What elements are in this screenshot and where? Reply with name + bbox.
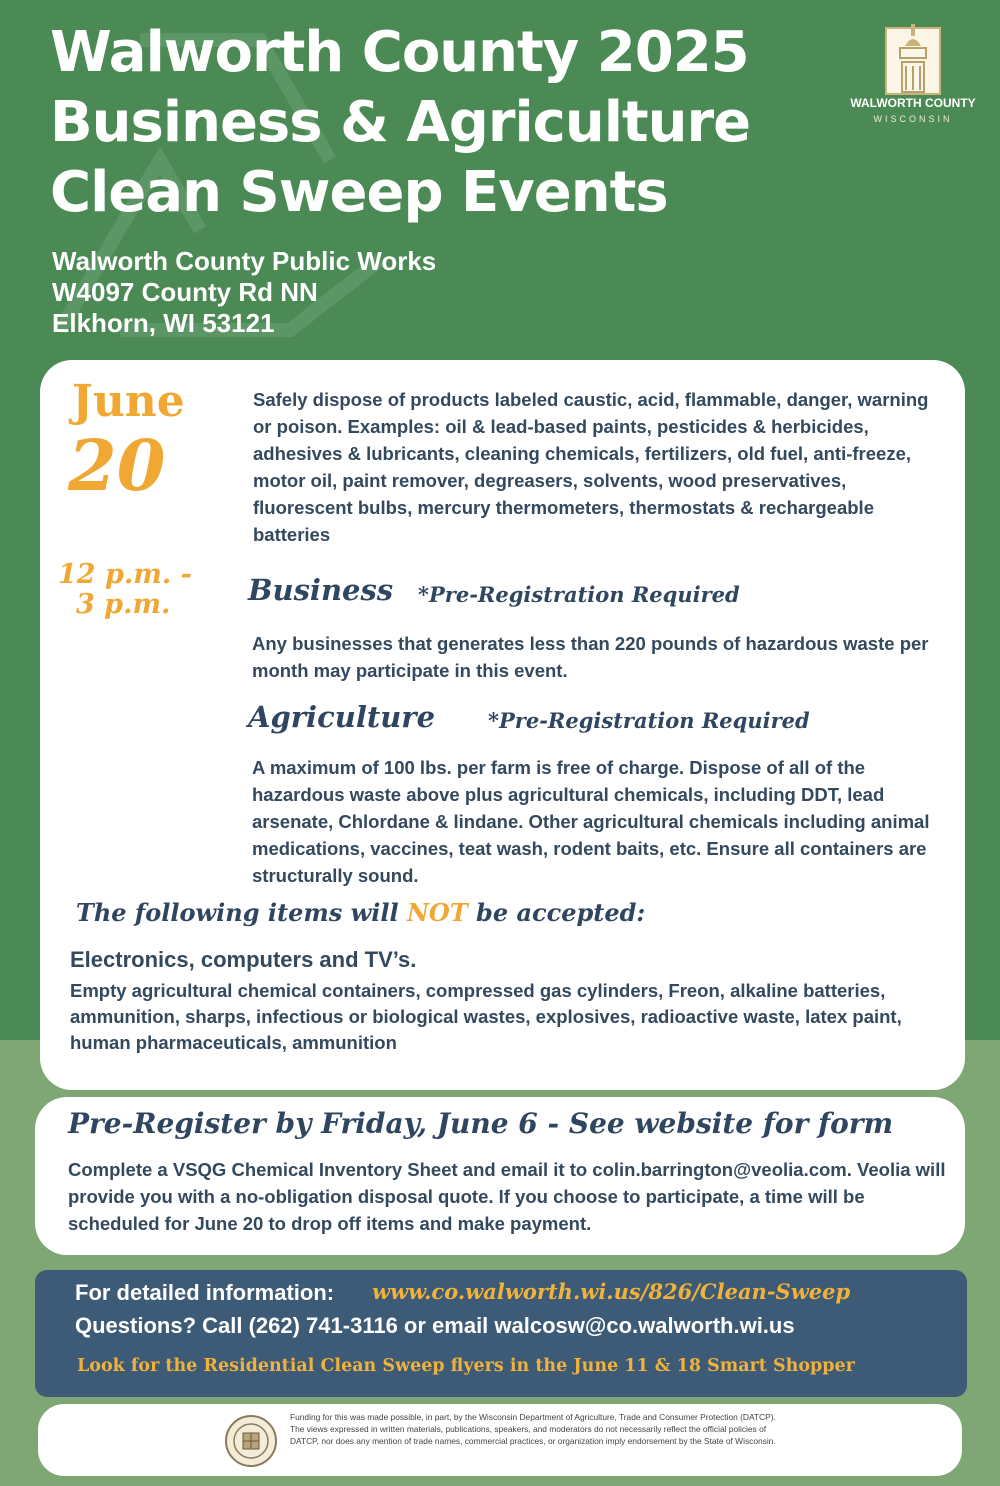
- info-contact: Questions? Call (262) 741-3116 or email walcosw@co.walworth.wi.us: [75, 1313, 795, 1338]
- info-smart-shopper-note: Look for the Residential Clean Sweep flyers in the June 11 & 18 Smart Shopper: [77, 1356, 855, 1376]
- business-preregistration-note: *Pre-Registration Required: [418, 582, 740, 607]
- walworth-county-logo: [838, 10, 988, 130]
- address-line-2: W4097 County Rd NN: [52, 277, 318, 307]
- address-block: [52, 246, 436, 339]
- event-time-start: 12 p.m. -: [58, 559, 192, 590]
- not-accepted-heading: [76, 898, 645, 927]
- info-website-link[interactable]: www.co.walworth.wi.us/826/Clean-Sweep: [372, 1279, 851, 1304]
- page-title: [50, 18, 850, 228]
- wisconsin-datcp-seal-icon: [224, 1414, 278, 1468]
- not-accepted-highlight: NOT: [406, 898, 468, 927]
- preregister-heading: Pre-Register by Friday, June 6 - See website for form: [68, 1107, 894, 1140]
- logo-state-name: WISCONSIN: [873, 114, 953, 124]
- title-line-3: Clean Sweep Events: [50, 160, 668, 225]
- funding-disclaimer: Funding for this was made possible, in part, by the Wisconsin Department of Agriculture, Trade and Consumer Protection (DATCP). The views expressed in written materials, publications, speakers, and moderators do not necessarily reflect the official policies of DATCP, nor does any mention of trade names, commercial practices, or organization imply endorsement by the State of Wisconsin.: [290, 1412, 776, 1446]
- info-label: For detailed information:: [75, 1280, 335, 1305]
- title-line-1: Walworth County 2025: [50, 20, 749, 85]
- business-description: Any businesses that generates less than 220 pounds of hazardous waste per month may participate in this event.: [252, 633, 929, 681]
- title-line-2: Business & Agriculture: [50, 90, 751, 155]
- not-accepted-heading-start: The following items will: [76, 898, 407, 927]
- not-accepted-electronics: Electronics, computers and TV’s.: [70, 947, 417, 972]
- agriculture-preregistration-note: *Pre-Registration Required: [488, 708, 810, 733]
- agriculture-heading: Agriculture: [248, 700, 436, 734]
- event-day: 20: [68, 424, 166, 507]
- business-heading: Business: [248, 573, 394, 607]
- address-line-1: Walworth County Public Works: [52, 246, 437, 276]
- event-intro: Safely dispose of products labeled caustic, acid, flammable, danger, warning or poison. Examples: oil & lead-based paints, pesticides & herbicides, adhesives & lubricants, cleaning chemicals, fertilizers, old fuel, anti-freeze, motor oil, paint remover, degreasers, solvents, wood preservatives, fluorescent bulbs, mercury thermometers, thermostats & rechargeable batteries: [253, 389, 929, 545]
- courthouse-icon: [838, 10, 988, 96]
- agriculture-description: A maximum of 100 lbs. per farm is free of charge. Dispose of all of the hazardous waste above plus agricultural chemicals, including DDT, lead arsenate, Chlordane & lindane. Other agricultural chemicals including animal medications, vaccines, teat wash, rodent baits, etc. Ensure all containers are structurally sound.: [252, 757, 930, 886]
- event-time: [58, 560, 228, 620]
- event-month: June: [72, 376, 185, 427]
- logo-county-name: WALWORTH COUNTY: [850, 96, 976, 110]
- event-time-end: 3 p.m.: [76, 589, 171, 620]
- preregister-description: Complete a VSQG Chemical Inventory Sheet and email it to colin.barrington@veolia.com. Veolia will provide you with a no-obligation disposal quote. If you choose to participate, a time will be scheduled for June 20 to drop off items and make payment.: [68, 1159, 946, 1234]
- not-accepted-heading-end: be accepted:: [467, 898, 646, 927]
- not-accepted-list: Empty agricultural chemical containers, compressed gas cylinders, Freon, alkaline batteries, ammunition, sharps, infectious or biological wastes, explosives, radioactive waste, latex paint, human pharmaceuticals, ammunition: [70, 980, 902, 1053]
- address-line-3: Elkhorn, WI 53121: [52, 308, 275, 338]
